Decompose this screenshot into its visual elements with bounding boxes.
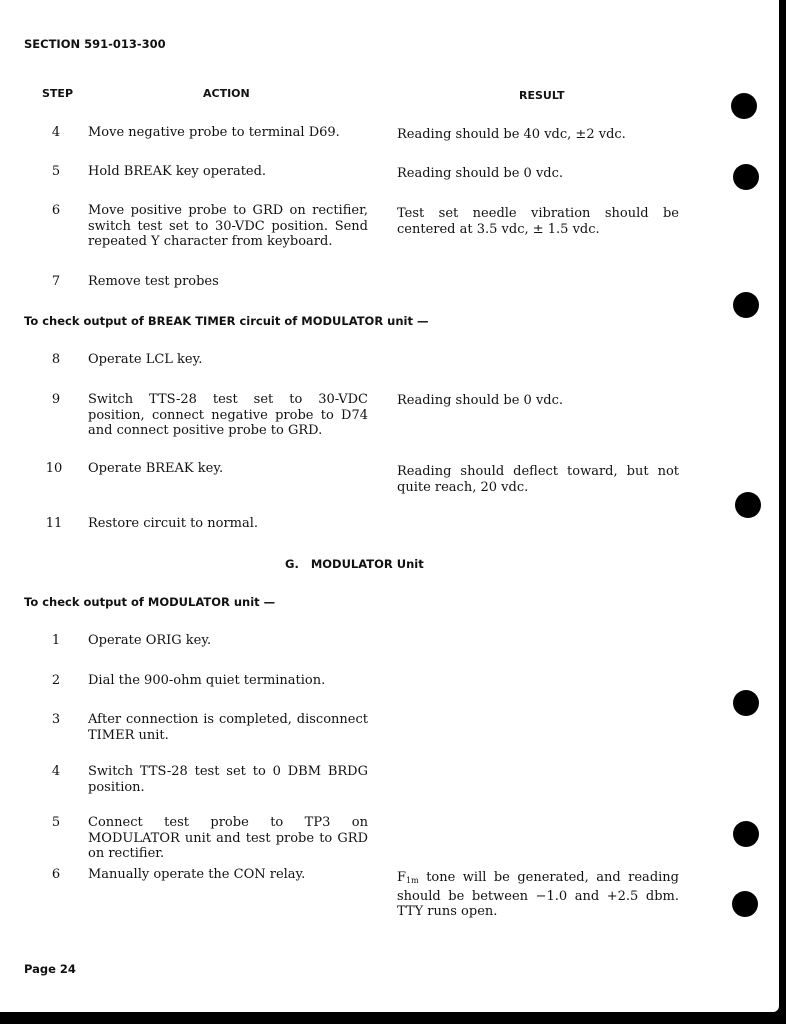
step-action: Move positive probe to GRD on rectifier, switch test set to 30-VDC position. Send repeated Y character from keyboard. [88,203,368,249]
step-action: Manually operate the CON relay. [88,867,306,882]
step-action: Switch TTS-28 test set to 0 DBM BRDG position. [88,764,368,795]
step-action: After connection is completed, disconnect TIMER unit. [88,712,368,743]
punch-hole [733,164,759,190]
column-header-step: STEP [42,87,74,100]
step-action: Restore circuit to normal. [88,516,259,531]
column-header-result: RESULT [519,89,565,102]
step-action: Operate LCL key. [88,352,203,367]
step-number: 1 [51,633,61,648]
punch-hole [733,292,759,318]
step-action: Dial the 900-ohm quiet termination. [88,673,326,688]
punch-hole [733,821,759,847]
step-number: 3 [51,712,61,727]
step-action: Switch TTS-28 test set to 30-VDC position, connect negative probe to D74 and connect positive probe to GRD. [88,392,368,438]
step-number: 4 [51,125,61,140]
signal-subscript: 1m [406,876,419,885]
step-result: Reading should be 0 vdc. [397,166,564,181]
step-action: Hold BREAK key operated. [88,164,267,179]
step-number: 9 [51,392,61,407]
step-action: Operate ORIG key. [88,633,212,648]
step-number: 6 [51,867,61,882]
step-result: Test set needle vibration should be centered at 3.5 vdc, ± 1.5 vdc. [397,206,679,237]
punch-hole [731,93,757,119]
punch-hole [732,891,758,917]
procedure-caption: To check output of MODULATOR unit — [24,595,276,609]
step-result: Reading should be 0 vdc. [397,393,564,408]
column-header-action: ACTION [203,87,250,100]
step-number: 7 [51,274,61,289]
step-number: 6 [51,203,61,218]
punch-hole [735,492,761,518]
step-action: Move negative probe to terminal D69. [88,125,340,140]
step-number: 4 [51,764,61,779]
step-result: Reading should be 40 vdc, ±2 vdc. [397,127,626,142]
step-result: Reading should deflect toward, but not quite reach, 20 vdc. [397,464,679,495]
step-result [397,870,679,920]
punch-hole [733,690,759,716]
step-number: 10 [45,461,63,476]
step-action: Operate BREAK key. [88,461,224,476]
step-number: 11 [45,516,63,531]
step-number: 5 [51,815,61,830]
step-number: 2 [51,673,61,688]
step-action: Connect test probe to TP3 on MODULATOR unit and test probe to GRD on rectifier. [88,815,368,861]
step-action: Remove test probes [88,274,219,289]
signal-symbol: F [397,870,407,885]
step-number: 5 [51,164,61,179]
section-header: SECTION 591-013-300 [24,37,166,51]
page-number: Page 24 [24,962,76,976]
step-result-text: tone will be generated, and reading should be between −1.0 and +2.5 dbm. TTY runs open. [397,870,679,919]
section-title: G. MODULATOR Unit [285,557,424,571]
procedure-caption: To check output of BREAK TIMER circuit of MODULATOR unit — [24,314,429,328]
step-number: 8 [51,352,61,367]
